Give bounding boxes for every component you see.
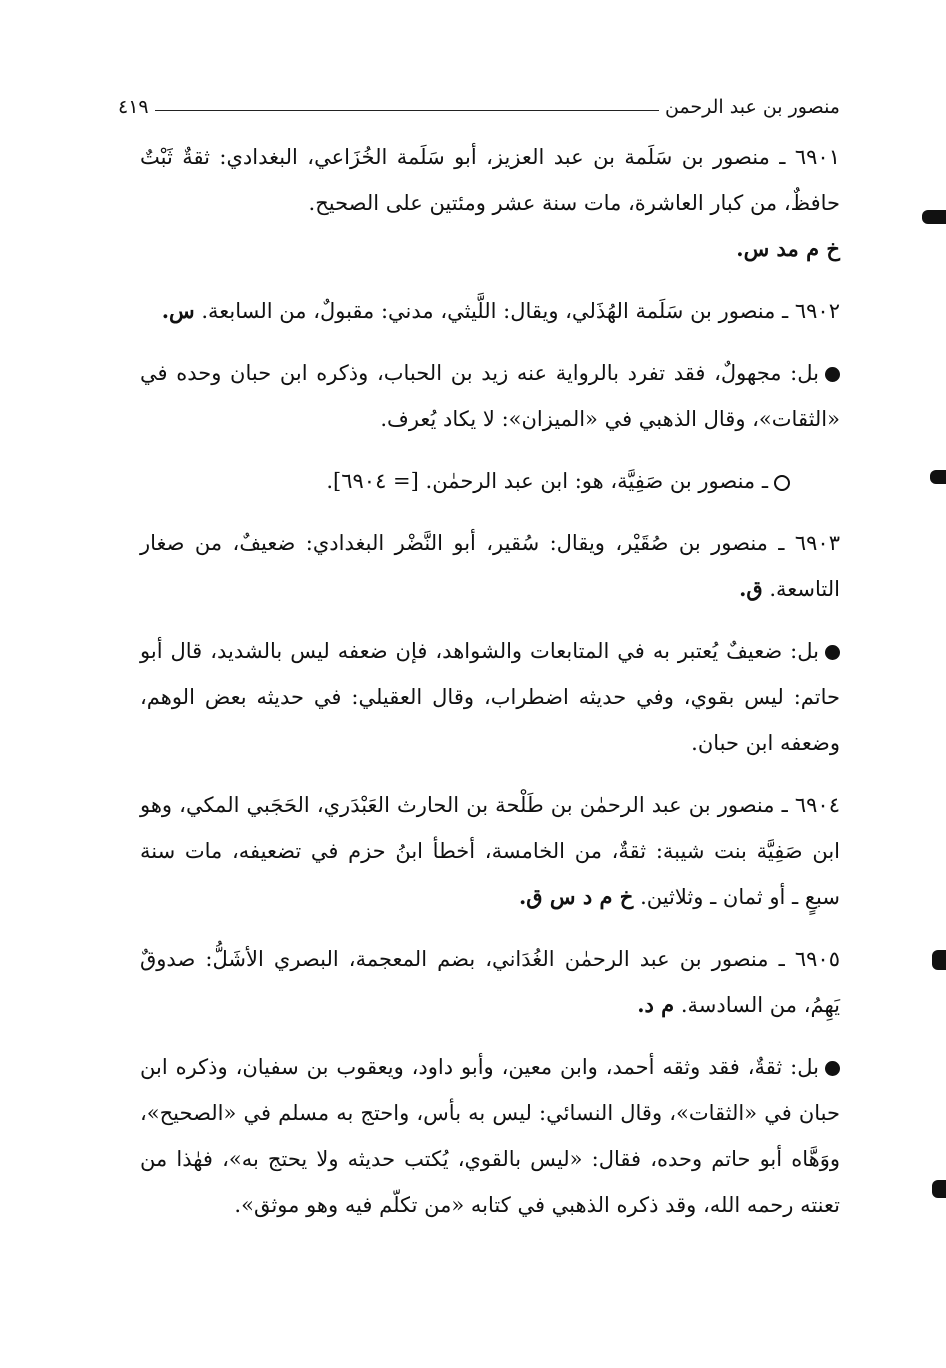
entry-text: ٦٩٠٢ ـ منصور بن سَلَمة الهُذَلي، ويقال: اللَّيثي، مدني: مقبولٌ، من السابعة. (201, 299, 840, 323)
scan-edge-mark (930, 470, 946, 484)
scan-edge-mark (922, 210, 946, 224)
bullet-icon (825, 367, 840, 382)
entry-grade: خ م مد س. (736, 236, 840, 261)
editor-comment (140, 1044, 840, 1228)
entry-grade: خ م د س ق. (518, 884, 634, 909)
entry-text: ٦٩٠٤ ـ منصور بن عبد الرحمٰن بن طَلْحة بن الحارث العَبْدَري، الحَجَبي المكي، وهو ابن صَفِيَّة بنت شيبة: ثقةٌ، من الخامسة، أخطأ ابنُ حزم في تضعيفه، مات سنة سبعٍ ـ أو ثمان ـ وثلاثين. (140, 793, 840, 909)
editor-comment (140, 628, 840, 766)
comment-text: بل: ثقةٌ، فقد وثقه أحمد، وابن معين، وأبو داود، ويعقوب بن سفيان، وذكره ابن حبان في «الثقات»، وقال النسائي: ليس به بأس، واحتج به مسلم في «الصحيح»، ووَهَّاه أبو حاتم وحده، فقال: «ليس بالقوي، يُكتب حديثه ولا يحتج به»، فهٰذا من تعنته رحمه الله، وقد ذكره الذهبي في كتابه «من تكلّم فيه وهو موثق». (140, 1055, 840, 1217)
page-body (140, 134, 840, 1244)
entry-6904 (140, 782, 840, 920)
entry-grade: س. (161, 298, 195, 323)
bullet-icon (825, 1061, 840, 1076)
scan-edge-mark (932, 1180, 946, 1198)
entry-text: ٦٩٠٥ ـ منصور بن عبد الرحمٰن الغُدَاني، بضم المعجمة، البصري الأشَلُّ: صدوقٌ يَهِمُ، من السادسة. (140, 947, 840, 1017)
entry-grade: م د. (637, 992, 675, 1017)
entry-6905 (140, 936, 840, 1028)
entry-text: ٦٩٠٣ ـ منصور بن صُقَيْر، ويقال: سُقير، أبو النَّضْر البغدادي: ضعيفٌ، من صغار التاسعة. (140, 531, 840, 601)
entry-6901 (140, 134, 840, 272)
cross-reference (140, 458, 840, 504)
crossref-text: ـ منصور بن صَفِيَّة، هو: ابن عبد الرحمٰن. [= ٦٩٠٤]. (326, 469, 768, 493)
comment-text: بل: مجهولٌ، فقد تفرد بالرواية عنه زيد بن الحباب، وذكره ابن حبان وحده في «الثقات»، وقال الذهبي في «الميزان»: لا يكاد يُعرف. (140, 361, 840, 431)
entry-6902 (140, 288, 840, 334)
entry-6903 (140, 520, 840, 612)
scan-edge-mark (932, 950, 946, 970)
circle-icon (774, 475, 790, 491)
entry-grade: ق. (739, 576, 763, 601)
entry-text: ٦٩٠١ ـ منصور بن سَلَمة بن عبد العزيز، أبو سَلَمة الخُزَاعي، البغدادي: ثقةٌ ثَبْتٌ حافظٌ، من كبار العاشرة، مات سنة عشر ومئتين على الصحيح. (140, 145, 840, 215)
page-header (118, 88, 840, 118)
page-number: ٤١٩ (118, 96, 149, 118)
running-title: منصور بن عبد الرحمن (664, 96, 840, 118)
editor-comment (140, 350, 840, 442)
header-rule (155, 110, 659, 111)
bullet-icon (825, 645, 840, 660)
comment-text: بل: ضعيفٌ يُعتبر به في المتابعات والشواهد، فإن ضعفه ليس بالشديد، قال أبو حاتم: ليس بقوي، وفي حديثه اضطراب، وقال العقيلي: في حديثه بعض الوهم، وضعفه ابن حبان. (140, 639, 840, 755)
